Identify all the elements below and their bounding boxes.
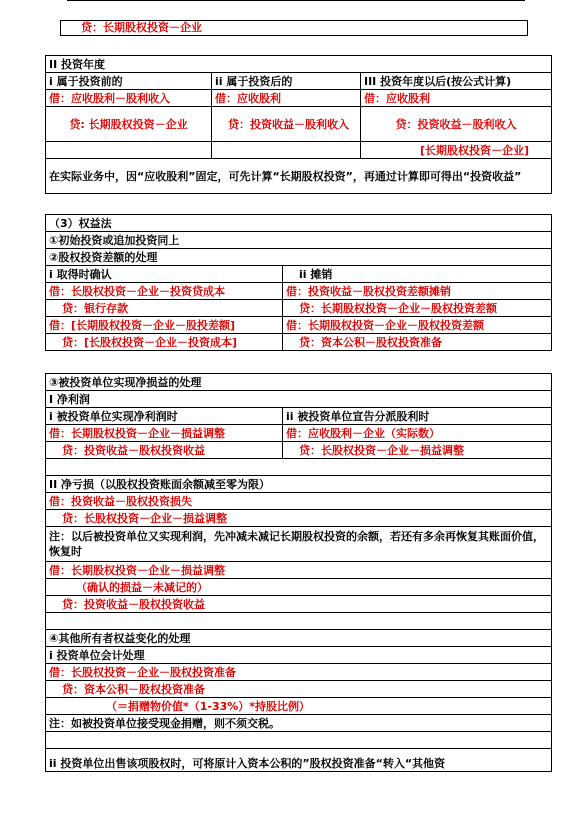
net-r1c1: 借：长期股权投资－企业－损益调整	[46, 425, 283, 442]
equity-r1c1: 借：长股权投资－企业－投资贷成本	[46, 283, 283, 300]
net-col2-head: ii 被投资单位宣告分派股利时	[283, 408, 552, 425]
equity-item2: ②股权投资差额的处理	[46, 249, 552, 266]
cell-r3c3: [长期股权投资－企业]	[361, 142, 552, 159]
equity-method-table	[45, 214, 552, 351]
equity-col2-head: ii 摊销	[283, 266, 552, 283]
cell-r3c2	[212, 142, 361, 159]
col-after-head: ii 属于投资后的	[212, 73, 361, 90]
net-loss-l2: 贷：长股权投资－企业－损益调整	[46, 510, 552, 527]
cell-r1c2: 借：应收股利	[212, 90, 361, 107]
net-item4: ④其他所有者权益变化的处理	[46, 630, 552, 647]
net-blank-2	[46, 613, 552, 630]
net-profit-sub: I 净利润	[46, 391, 552, 408]
col-later-head: III 投资年度以后(按公式计算)	[361, 73, 552, 90]
equity-col1-head: i 取得时确认	[46, 266, 283, 283]
net-loss-note: 注：以后被投资单位又实现利润，先冲减未减记长期股权投资的余额，若还有多余再恢复其账面价值，恢复时	[46, 527, 552, 562]
cell-r2c1: 贷: 长期股权投资－企业	[46, 107, 212, 142]
net-loss-sub: II 净亏损（以股权投资账面余额减至零为限）	[46, 476, 552, 493]
equity-r3c2: 借：长期股权投资－企业－股权投资差额	[283, 317, 552, 334]
cell-r1c3: 借：应收股利	[361, 90, 552, 107]
net-r1c2: 借：应收股利－企业（实际数）	[283, 425, 552, 442]
net-l6: 借：长股权投资－企业－股权投资准备	[46, 664, 552, 681]
net-income-table	[45, 373, 552, 772]
net-loss-l1: 借：投资收益－股权投资损失	[46, 493, 552, 510]
net-note2: 注：如被投资单位接受现金捐赠，则不须交税。	[46, 715, 552, 732]
net-blank-3	[46, 732, 552, 749]
equity-r2c2: 贷：长期股权投资－企业－股权投资差额	[283, 300, 552, 317]
net-loss-l3: 借：长期股权投资－企业－损益调整	[46, 562, 552, 579]
equity-r4c2: 贷：资本公积－股权投资准备	[283, 334, 552, 351]
equity-r1c2: 借：投资收益－股权投资差额摊销	[283, 283, 552, 300]
equity-r3c1: 借：[长期股权投资－企业－股投差额]	[46, 317, 283, 334]
invest-year-heading: II 投资年度	[46, 56, 552, 73]
net-sub3: i 投资单位会计处理	[46, 647, 552, 664]
equity-heading: （3）权益法	[46, 215, 552, 232]
equity-r4c1: 贷：[长股权投资－企业－投资成本]	[46, 334, 283, 351]
cell-r2c3: 贷：投资收益－股利收入	[361, 107, 552, 142]
cell-r2c2: 贷：投资收益－股利收入	[212, 107, 361, 142]
net-item3: ③被投资单位实现净损益的处理	[46, 374, 552, 391]
top-entry-box	[60, 20, 528, 36]
col-before-head: i 属于投资前的	[46, 73, 212, 90]
invest-year-table	[45, 55, 552, 194]
net-r2c1: 贷：投资收益－股权投资收益	[46, 442, 283, 459]
cell-r3c1	[46, 142, 212, 159]
net-loss-l4: （确认的损益－未减记的）	[46, 579, 552, 596]
net-loss-l5: 贷：投资收益－股权投资收益	[46, 596, 552, 613]
net-blank-1	[46, 459, 552, 476]
net-last-line: ii 投资单位出售该项股权时，可将原计入资本公积的”股权投资准备“转入“其他资	[46, 749, 552, 772]
top-rule	[67, 0, 525, 1]
cell-r1c1: 借：应收股利－股利收入	[46, 90, 212, 107]
invest-year-note: 在实际业务中，因“应收股利”固定，可先计算“长期股权投资”，再通过计算即可得出“投资收益”	[46, 159, 552, 194]
equity-item1: ①初始投资或追加投资同上	[46, 232, 552, 249]
net-l8: （＝捐赠物价值*（1-33%）*持股比例）	[46, 698, 552, 715]
net-r2c2: 贷：长股权投资－企业－损益调整	[283, 442, 552, 459]
equity-r2c1: 贷：银行存款	[46, 300, 283, 317]
top-entry-text: 贷：长期股权投资－企业	[81, 21, 202, 34]
net-col1-head: i 被投资单位实现净利润时	[46, 408, 283, 425]
net-l7: 贷：资本公积－股权投资准备	[46, 681, 552, 698]
